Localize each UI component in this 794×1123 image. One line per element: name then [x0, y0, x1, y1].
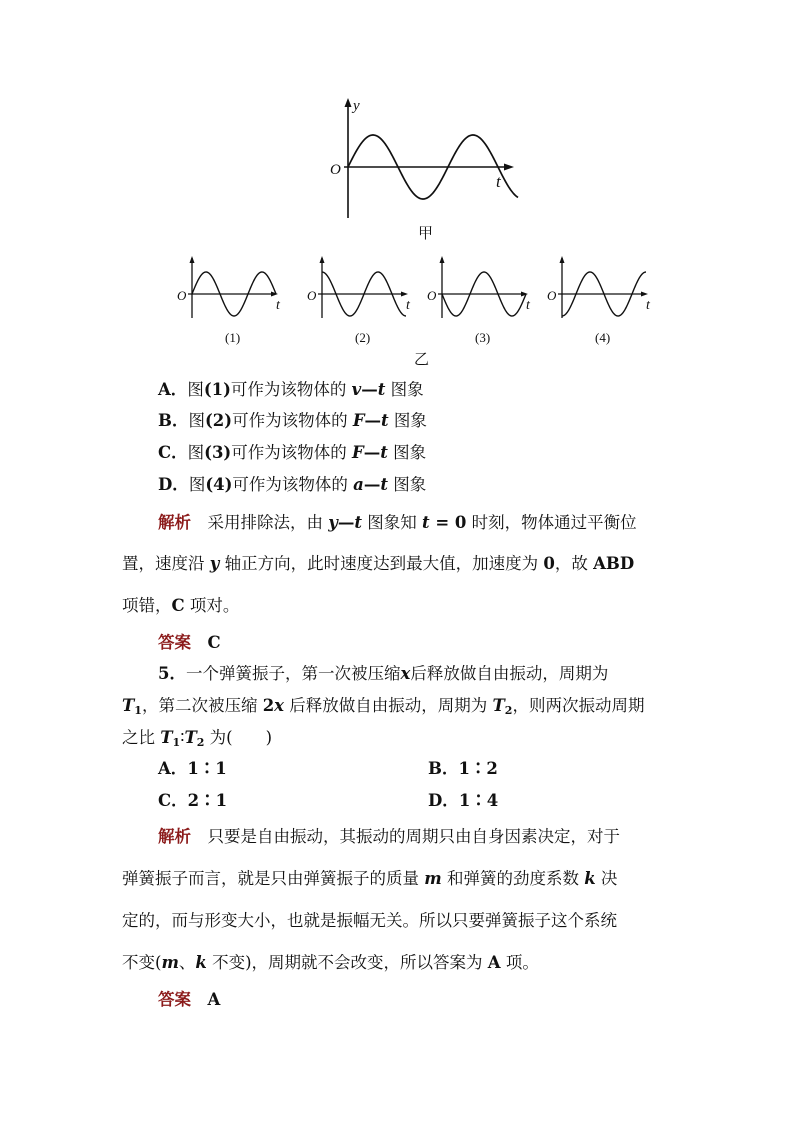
q4-analysis-line-2: 置，速度沿 y 轴正方向，此时速度达到最大值，加速度为 0，故 ABD [122, 554, 635, 573]
q4-answer: 答案 C [158, 633, 221, 652]
q5-option-b: B．1∶2 [428, 759, 498, 778]
figure-caption-yi: 乙 [414, 350, 430, 368]
svg-text:O: O [177, 288, 187, 303]
answer-label: 答案 [158, 990, 191, 1009]
small-label-2: (2) [355, 330, 371, 345]
small-figure-3 [422, 256, 542, 348]
q5-analysis-line-4: 不变(m、k 不变)，周期就不会改变，所以答案为 A 项。 [122, 953, 539, 972]
q5-stem-line-1: 5．一个弹簧振子，第一次被压缩x后释放做自由振动，周期为 [158, 664, 609, 683]
q5-option-d: D．1∶4 [428, 791, 499, 810]
q5-option-c: C．2∶1 [158, 791, 228, 810]
q5-stem-line-2: $T_1$，第二次被压缩 2x 后释放做自由振动，周期为 $T_2$，则两次振动周期 [122, 696, 645, 717]
svg-text:O: O [547, 288, 557, 303]
origin-label: O [330, 162, 341, 178]
q5-stem-line-3: 之比 $T_1∶T_2$ 为( ) [122, 728, 273, 749]
q4-option-a: A．图(1)可作为该物体的 v—t 图象 [158, 380, 424, 399]
q4-option-b: B．图(2)可作为该物体的 F—t 图象 [158, 411, 427, 430]
q5-answer: 答案 A [158, 990, 221, 1009]
y-axis-arrow [345, 98, 352, 107]
y-axis-label: y [353, 98, 360, 114]
svg-text:t: t [276, 298, 280, 313]
small-label-1: (1) [225, 330, 241, 345]
small-figure-1 [172, 256, 292, 348]
q4-analysis-line-1: 解析 采用排除法，由 y—t 图象知 t = 0 时刻，物体通过平衡位 [158, 513, 637, 532]
small-label-3: (3) [475, 330, 491, 345]
svg-text:t: t [526, 298, 530, 313]
answer-label: 答案 [158, 633, 191, 652]
q5-option-a: A．1∶1 [158, 759, 227, 778]
t-axis-label: t [496, 172, 501, 191]
figure-caption-jia: 甲 [418, 224, 434, 242]
svg-text:O: O [307, 288, 317, 303]
t-axis-arrow [504, 164, 514, 171]
svg-text:t: t [406, 298, 410, 313]
small-figure-2 [302, 256, 422, 348]
analysis-label: 解析 [158, 513, 191, 532]
small-label-4: (4) [595, 330, 611, 345]
q4-option-c: C．图(3)可作为该物体的 F—t 图象 [158, 443, 427, 462]
analysis-label: 解析 [158, 827, 191, 846]
svg-text:O: O [427, 288, 437, 303]
svg-text:t: t [646, 298, 650, 313]
q4-analysis-line-3: 项错，C 项对。 [122, 596, 240, 615]
q4-option-d: D．图(4)可作为该物体的 a—t 图象 [158, 475, 427, 494]
q5-analysis-line-2: 弹簧振子而言，就是只由弹簧振子的质量 m 和弹簧的劲度系数 k 决 [122, 869, 618, 888]
q5-analysis-line-1: 解析 只要是自由振动，其振动的周期只由自身因素决定，对于 [158, 827, 620, 846]
small-figure-4 [542, 256, 662, 348]
q5-analysis-line-3: 定的，而与形变大小，也就是振幅无关。所以只要弹簧振子这个系统 [122, 911, 617, 930]
